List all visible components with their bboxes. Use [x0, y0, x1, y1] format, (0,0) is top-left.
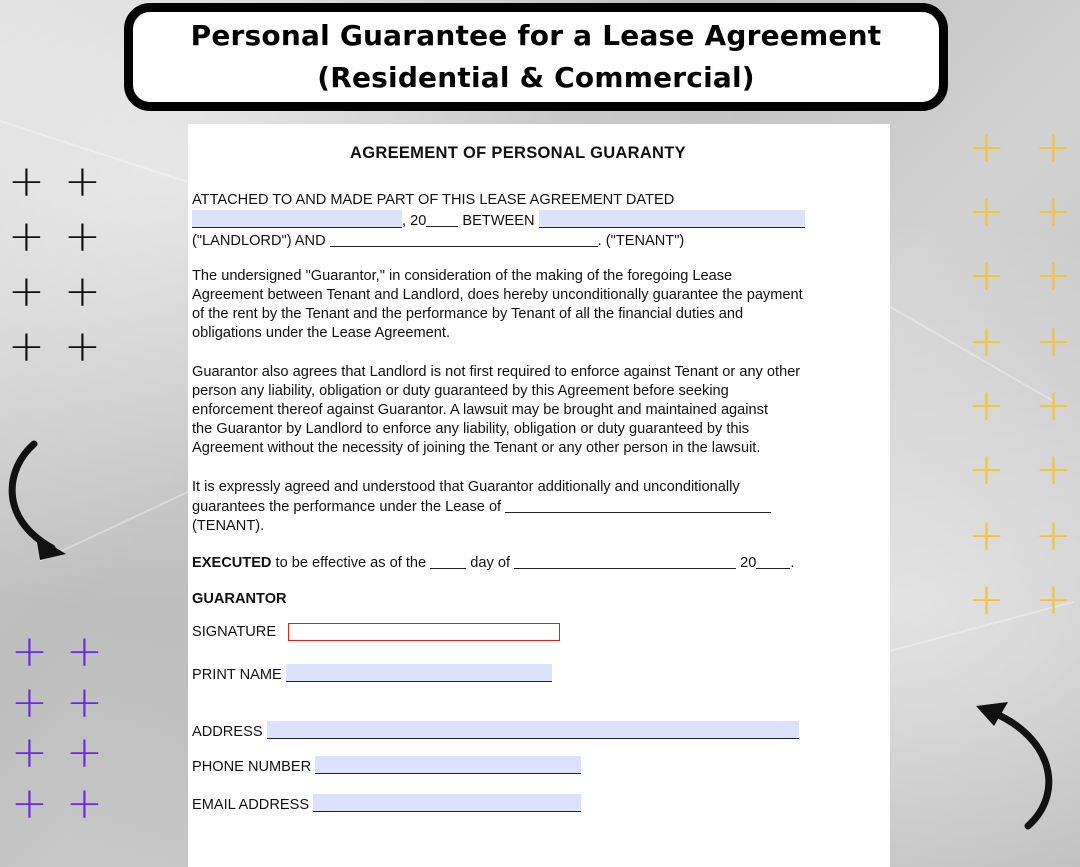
paper-crease: [880, 300, 1054, 402]
guarantor-heading: GUARANTOR: [192, 591, 287, 607]
print-name-label: PRINT NAME: [192, 667, 286, 683]
email-label: EMAIL ADDRESS: [192, 797, 314, 813]
phone-row: [192, 756, 581, 775]
plus-icon: +: [968, 444, 1005, 495]
paragraph-line: Agreement between Tenant and Landlord, does hereby unconditionally guarantee the payment: [192, 287, 803, 303]
plus-icon: +: [64, 156, 101, 207]
email-row: [192, 794, 581, 813]
paragraph-line: enforcement thereof against Guarantor. A lawsuit may be brought and maintained against: [192, 402, 769, 418]
paragraph-line: Agreement without the necessity of joining the Tenant or any other person in the lawsuit.: [192, 440, 761, 456]
plus-icon: +: [968, 250, 1005, 301]
paragraph-line: person any liability, obligation or duty guaranteed by this Agreement before seeking: [192, 383, 729, 399]
address-field[interactable]: [267, 721, 799, 739]
phone-field[interactable]: [315, 756, 581, 774]
plus-icon: +: [968, 574, 1005, 625]
plus-icon: +: [968, 510, 1005, 561]
paragraph-line: (TENANT).: [192, 518, 265, 534]
executed-year-field[interactable]: [756, 553, 790, 569]
landlord-and-label: ("LANDLORD") AND: [192, 233, 330, 249]
lease-party-field[interactable]: [505, 497, 771, 513]
email-field[interactable]: [313, 794, 581, 812]
plus-icon: +: [1035, 186, 1072, 237]
executed-month-field[interactable]: [514, 553, 736, 569]
executed-year-label: 20: [736, 555, 757, 571]
banner-title-line2: (Residential & Commercial): [317, 61, 755, 94]
plus-icon: +: [1035, 444, 1072, 495]
plus-icon: +: [8, 321, 45, 372]
plus-icon: +: [11, 626, 48, 677]
document-title: AGREEMENT OF PERSONAL GUARANTY: [350, 144, 686, 162]
plus-icon: +: [11, 727, 48, 778]
tenant-label: . ("TENANT"): [597, 233, 685, 249]
plus-icon: +: [1035, 316, 1072, 367]
plus-icon: +: [66, 626, 103, 677]
paragraph-enforcement: [192, 363, 892, 458]
plus-icon: +: [8, 156, 45, 207]
executed-text: to be effective as of the: [271, 555, 431, 571]
paragraph-line: the Guarantor by Landlord to enforce any liability, obligation or duty guaranteed by this: [192, 421, 750, 437]
plus-icon: +: [968, 122, 1005, 173]
lease-date-field[interactable]: [192, 210, 402, 228]
plus-icon: +: [11, 677, 48, 728]
title-banner: [124, 3, 948, 111]
print-name-row: [192, 664, 552, 683]
signature-field[interactable]: [288, 623, 560, 641]
landlord-name-field[interactable]: [539, 210, 805, 228]
plus-icon: +: [968, 316, 1005, 367]
plus-icon: +: [66, 727, 103, 778]
plus-icon: +: [11, 778, 48, 829]
plus-icon: +: [968, 380, 1005, 431]
day-of-label: day of: [466, 555, 515, 571]
plus-icon: +: [1035, 250, 1072, 301]
curved-arrow-icon: [0, 438, 80, 566]
print-name-field[interactable]: [286, 664, 552, 682]
plus-icon: +: [64, 321, 101, 372]
plus-icon: +: [64, 266, 101, 317]
address-label: ADDRESS: [192, 724, 267, 740]
paragraph-performance: [192, 478, 892, 536]
banner-title-line1: Personal Guarantee for a Lease Agreement: [190, 19, 882, 52]
paragraph-line: obligations under the Lease Agreement.: [192, 325, 451, 341]
address-row: [192, 721, 799, 740]
paragraph-guarantee: [192, 267, 892, 343]
year-prefix: , 20: [402, 213, 427, 229]
document-page: [188, 124, 890, 867]
phone-label: PHONE NUMBER: [192, 759, 316, 775]
plus-icon: +: [8, 211, 45, 262]
paragraph-line: The undersigned "Guarantor," in consideration of the making of the foregoing Lease: [192, 268, 733, 284]
signature-label: SIGNATURE: [192, 624, 277, 640]
plus-icon: +: [1035, 380, 1072, 431]
intro-line1: ATTACHED TO AND MADE PART OF THIS LEASE AGREEMENT DATED: [192, 192, 675, 208]
paragraph-line: It is expressly agreed and understood that Guarantor additionally and unconditionally: [192, 479, 740, 495]
plus-icon: +: [1035, 574, 1072, 625]
plus-icon: +: [66, 677, 103, 728]
plus-icon: +: [64, 211, 101, 262]
plus-icon: +: [1035, 122, 1072, 173]
executed-label: EXECUTED: [192, 555, 272, 571]
plus-icon: +: [8, 266, 45, 317]
executed-end: .: [790, 555, 795, 571]
year-field[interactable]: [426, 211, 458, 227]
executed-day-field[interactable]: [430, 553, 466, 569]
between-label: BETWEEN: [458, 213, 539, 229]
curved-arrow-icon: [968, 698, 1068, 833]
plus-icon: +: [66, 778, 103, 829]
paragraph-line: Guarantor also agrees that Landlord is not first required to enforce against Tenant or any other: [192, 364, 801, 380]
paragraph-line: of the rent by the Tenant and the performance by Tenant of all the financial duties and: [192, 306, 744, 322]
executed-line: [192, 553, 892, 573]
paragraph-line: guarantees the performance under the Lease of: [192, 499, 506, 515]
tenant-name-field[interactable]: [330, 231, 598, 247]
intro-paragraph: [192, 191, 892, 251]
plus-icon: +: [1035, 510, 1072, 561]
plus-icon: +: [968, 186, 1005, 237]
